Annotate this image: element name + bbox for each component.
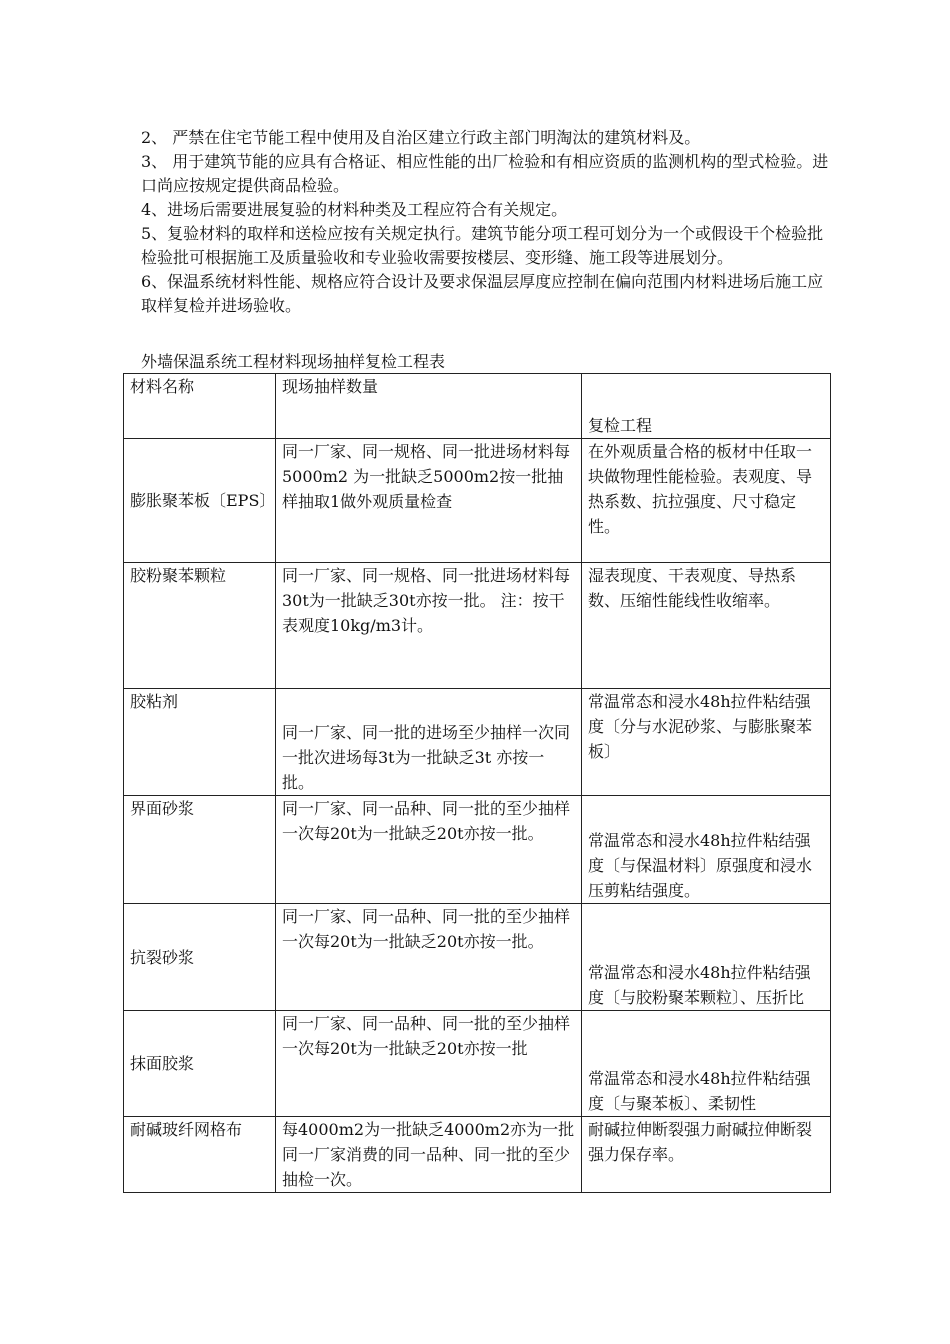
table-row xyxy=(124,563,831,689)
row-crack-sampling: 同一厂家、同一品种、同一批的至少抽样一次每20t为一批缺乏20t亦按一批。 xyxy=(276,904,582,1011)
row-granule-name: 胶粉聚苯颗粒 xyxy=(124,563,276,689)
row-finish-tests: 常温常态和浸水48h拉件粘结强度〔与聚苯板〕、柔韧性 xyxy=(582,1011,831,1117)
row-adhesive-name: 胶粘剂 xyxy=(124,689,276,796)
row-adhesive-tests: 常温常态和浸水48h拉件粘结强度〔分与水泥砂浆、与膨胀聚苯板〕 xyxy=(582,689,831,796)
header-material-name: 材料名称 xyxy=(124,374,276,439)
row-eps-sampling: 同一厂家、同一规格、同一批进场材料每5000m2 为一批缺乏5000m2按一批抽样抽取1做外观质量检查 xyxy=(276,439,582,563)
table-header-row xyxy=(124,374,831,439)
material-name: 膨胀聚苯板〔EPS〕 xyxy=(130,491,276,510)
row-eps-tests: 在外观质量合格的板材中任取一块做物理性能检验。表观度、导热系数、抗拉强度、尺寸稳定性。 xyxy=(582,439,831,563)
paragraph-4: 4、进场后需要进展复验的材料种类及工程应符合有关规定。 xyxy=(141,200,568,219)
material-sampling-table xyxy=(123,373,831,1193)
row-granule-sampling: 同一厂家、同一规格、同一批进场材料每30t为一批缺乏30t亦按一批。 注：按干表观度10kg/m3计。 xyxy=(276,563,582,689)
row-crack-name: 抗裂砂浆 xyxy=(124,904,276,1011)
row-granule-tests: 湿表现度、干表观度、导热系数、压缩性能线性收缩率。 xyxy=(582,563,831,689)
row-mesh-tests: 耐碱拉伸断裂强力耐碱拉伸断裂强力保存率。 xyxy=(582,1117,831,1193)
row-interface-name: 界面砂浆 xyxy=(124,796,276,904)
table-caption: 外墙保温系统工程材料现场抽样复检工程表 xyxy=(141,352,446,371)
row-finish-sampling: 同一厂家、同一品种、同一批的至少抽样一次每20t为一批缺乏20t亦按一批 xyxy=(276,1011,582,1117)
table-row xyxy=(124,439,831,563)
row-interface-sampling: 同一厂家、同一品种、同一批的至少抽样一次每20t为一批缺乏20t亦按一批。 xyxy=(276,796,582,904)
row-interface-tests: 常温常态和浸水48h拉件粘结强度〔与保温材料〕原强度和浸水压剪粘结强度。 xyxy=(582,796,831,904)
table-row xyxy=(124,1011,831,1117)
paragraph-5: 5、复验材料的取样和送检应按有关规定执行。建筑节能分项工程可划分为一个或假设干个检验批检验批可根据施工及质量验收和专业验收需要按楼层、变形缝、施工段等进展划分。 xyxy=(141,224,824,267)
row-mesh-name: 耐碱玻纤网格布 xyxy=(124,1117,276,1193)
table-row xyxy=(124,1117,831,1193)
requirements-paragraphs xyxy=(141,126,831,318)
header-retest-items: 复检工程 xyxy=(582,374,831,439)
row-crack-tests: 常温常态和浸水48h拉件粘结强度〔与胶粉聚苯颗粒〕、压折比 xyxy=(582,904,831,1011)
paragraph-2: 2、 严禁在住宅节能工程中使用及自治区建立行政主部门明淘汰的建筑材料及。 xyxy=(141,128,701,147)
row-adhesive-sampling: 同一厂家、同一批的进场至少抽样一次同一批次进场每3t为一批缺乏3t 亦按一批。 xyxy=(276,689,582,796)
row-mesh-sampling: 每4000m2为一批缺乏4000m2亦为一批同一厂家消费的同一品种、同一批的至少抽检一次。 xyxy=(276,1117,582,1193)
table-row xyxy=(124,796,831,904)
table-row xyxy=(124,904,831,1011)
row-eps-name xyxy=(124,439,276,563)
header-sampling-quantity: 现场抽样数量 xyxy=(276,374,582,439)
paragraph-3: 3、 用于建筑节能的应具有合格证、相应性能的出厂检验和有相应资质的监测机构的型式检验。进口尚应按规定提供商品检验。 xyxy=(141,152,829,195)
table-row xyxy=(124,689,831,796)
row-finish-name: 抹面胶浆 xyxy=(124,1011,276,1117)
paragraph-6: 6、保温系统材料性能、规格应符合设计及要求保温层厚度应控制在偏向范围内材料进场后施工应取样复检并进场验收。 xyxy=(141,272,824,315)
